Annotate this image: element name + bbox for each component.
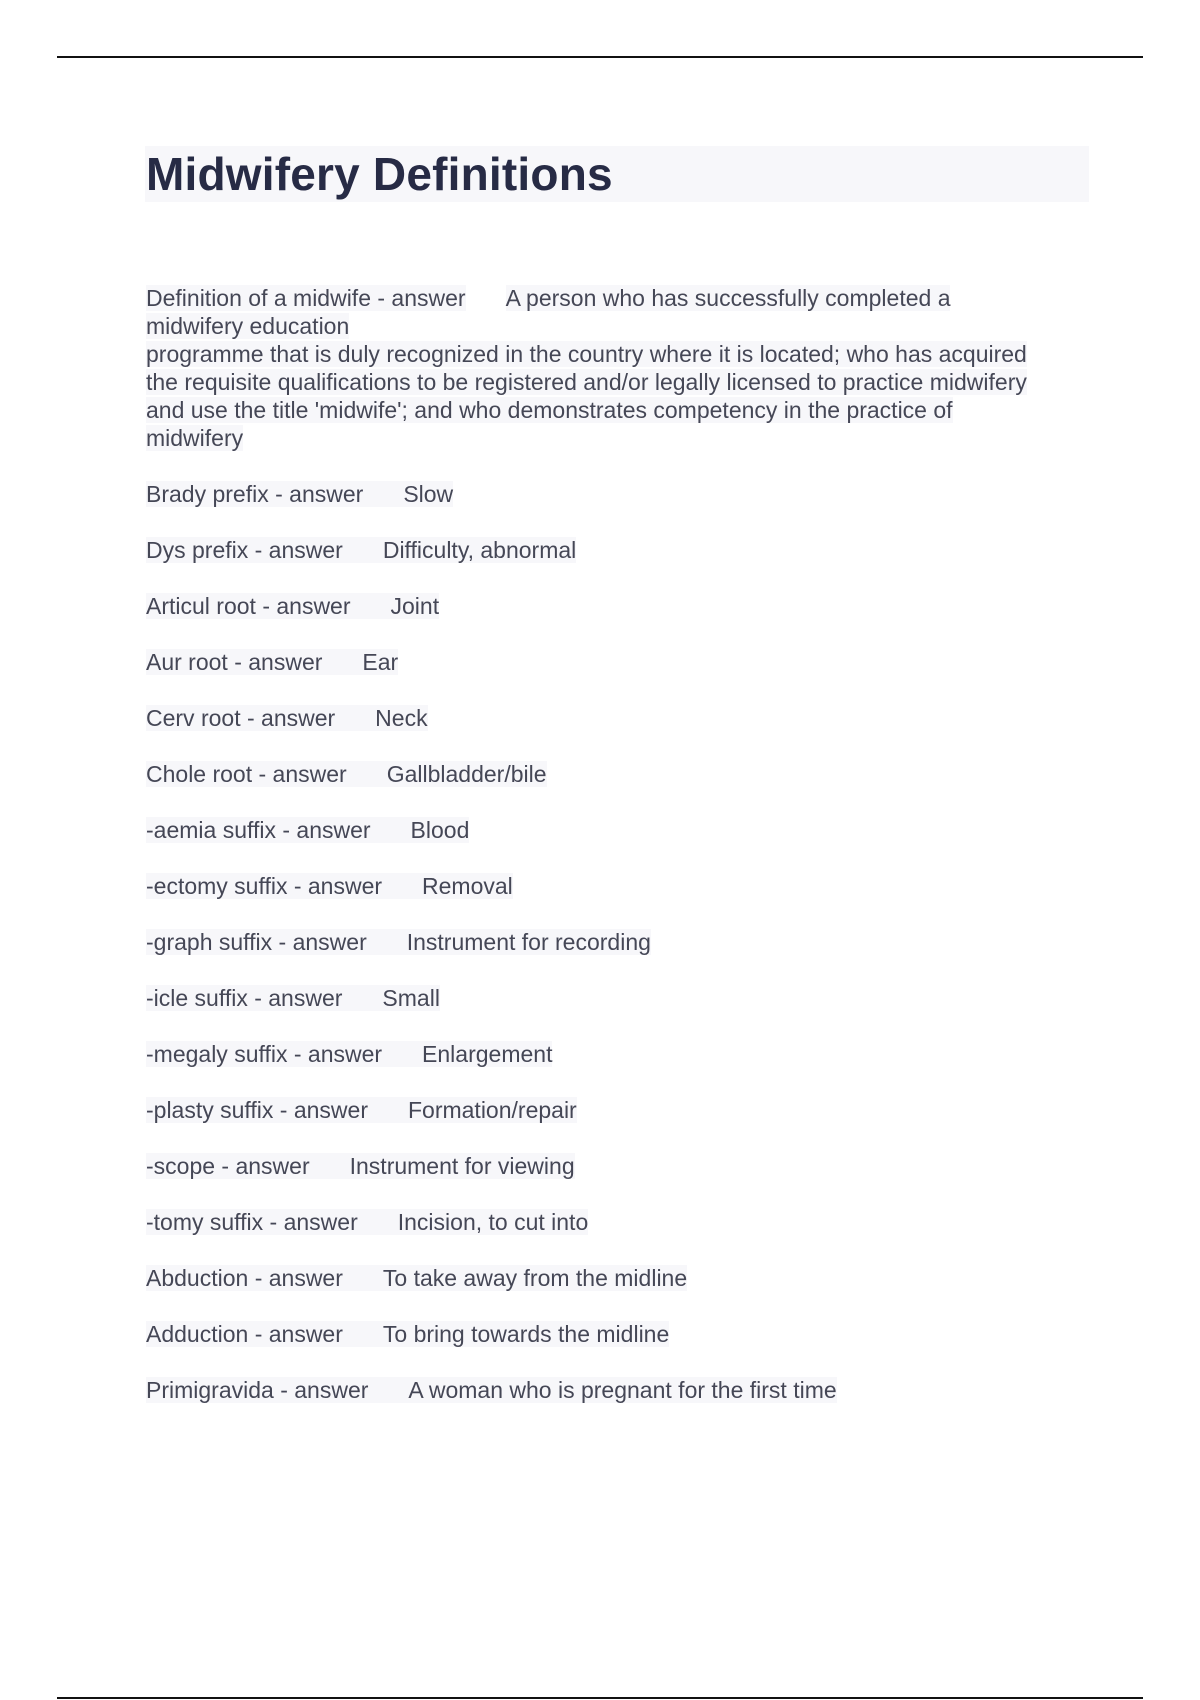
top-rule — [57, 56, 1143, 58]
entry-term: -tomy suffix - answer — [146, 1209, 358, 1235]
entry-answer: Difficulty, abnormal — [382, 537, 577, 563]
entry-answer: Instrument for viewing — [349, 1153, 575, 1179]
definition-entry — [146, 760, 1086, 788]
entry-answer: Joint — [390, 593, 440, 619]
entry-term: -aemia suffix - answer — [146, 817, 371, 843]
entry-term: Aur root - answer — [146, 649, 323, 675]
entry-term: Chole root - answer — [146, 761, 347, 787]
entry-term: Articul root - answer — [146, 593, 351, 619]
entry-answer: Instrument for recording — [406, 929, 651, 955]
entry-answer: Incision, to cut into — [397, 1209, 589, 1235]
entry-line — [146, 929, 651, 955]
entry-line — [146, 817, 469, 843]
definition-answer-line: A person who has successfully completed a — [505, 285, 951, 311]
definition-entry — [146, 816, 1086, 844]
entry-answer: Small — [382, 985, 440, 1011]
entry-line — [146, 1209, 588, 1235]
entry-term: -graph suffix - answer — [146, 929, 367, 955]
entry-term: -plasty suffix - answer — [146, 1097, 368, 1123]
entry-answer: Slow — [403, 481, 454, 507]
definition-entry — [146, 480, 1086, 508]
entry-line — [146, 1321, 669, 1347]
entry-answer: A woman who is pregnant for the first time — [408, 1377, 837, 1403]
entry-answer: Neck — [375, 705, 428, 731]
entry-answer: Ear — [362, 649, 399, 675]
definition-term: Definition of a midwife - answer — [146, 285, 466, 311]
entry-line — [146, 1041, 552, 1067]
entry-line — [146, 1097, 577, 1123]
definitions-list — [146, 284, 1086, 1432]
entry-answer: Formation/repair — [407, 1097, 577, 1123]
entry-line — [146, 705, 428, 731]
definition-answer-line: midwifery education — [146, 313, 350, 339]
definition-entry — [146, 984, 1086, 1012]
definition-answer-line: midwifery — [146, 425, 244, 451]
entry-term: -icle suffix - answer — [146, 985, 343, 1011]
page-title: Midwifery Definitions — [146, 148, 613, 200]
definition-entry — [146, 1376, 1086, 1404]
entry-term: Primigravida - answer — [146, 1377, 369, 1403]
entry-line — [146, 873, 513, 899]
entry-answer: To take away from the midline — [382, 1265, 688, 1291]
definition-entry — [146, 1096, 1086, 1124]
definition-entry — [146, 928, 1086, 956]
bottom-rule — [57, 1697, 1143, 1699]
definition-entry — [146, 1208, 1086, 1236]
entry-line — [146, 649, 398, 675]
entry-line — [146, 1265, 687, 1291]
entry-line — [146, 1377, 837, 1403]
definition-answer-line: programme that is duly recognized in the country where it is located; who has acquired — [146, 341, 1027, 367]
definition-entry — [146, 592, 1086, 620]
definition-entry-midwife — [146, 284, 1086, 452]
entry-answer: Blood — [410, 817, 470, 843]
entry-line — [146, 537, 576, 563]
entry-term: Dys prefix - answer — [146, 537, 343, 563]
definition-entry — [146, 1152, 1086, 1180]
definition-answer-line: the requisite qualifications to be registered and/or legally licensed to practice midwifery — [146, 369, 1027, 395]
entry-line — [146, 761, 547, 787]
entry-answer: To bring towards the midline — [382, 1321, 670, 1347]
definition-entry — [146, 648, 1086, 676]
definition-entry — [146, 1320, 1086, 1348]
entry-term: -megaly suffix - answer — [146, 1041, 383, 1067]
definition-answer-line: and use the title 'midwife'; and who demonstrates competency in the practice of — [146, 397, 953, 423]
entry-line — [146, 1153, 575, 1179]
entry-answer: Enlargement — [422, 1041, 553, 1067]
term-entries — [146, 480, 1086, 1404]
definition-entry — [146, 1040, 1086, 1068]
entry-answer: Removal — [422, 873, 513, 899]
entry-term: -ectomy suffix - answer — [146, 873, 383, 899]
entry-term: Adduction - answer — [146, 1321, 343, 1347]
entry-term: Cerv root - answer — [146, 705, 336, 731]
entry-line — [146, 481, 453, 507]
entry-line — [146, 593, 439, 619]
definition-entry — [146, 704, 1086, 732]
entry-term: -scope - answer — [146, 1153, 310, 1179]
entry-answer: Gallbladder/bile — [386, 761, 547, 787]
definition-entry — [146, 872, 1086, 900]
definition-entry — [146, 1264, 1086, 1292]
entry-line — [146, 985, 440, 1011]
definition-entry — [146, 536, 1086, 564]
entry-term: Abduction - answer — [146, 1265, 343, 1291]
entry-term: Brady prefix - answer — [146, 481, 364, 507]
